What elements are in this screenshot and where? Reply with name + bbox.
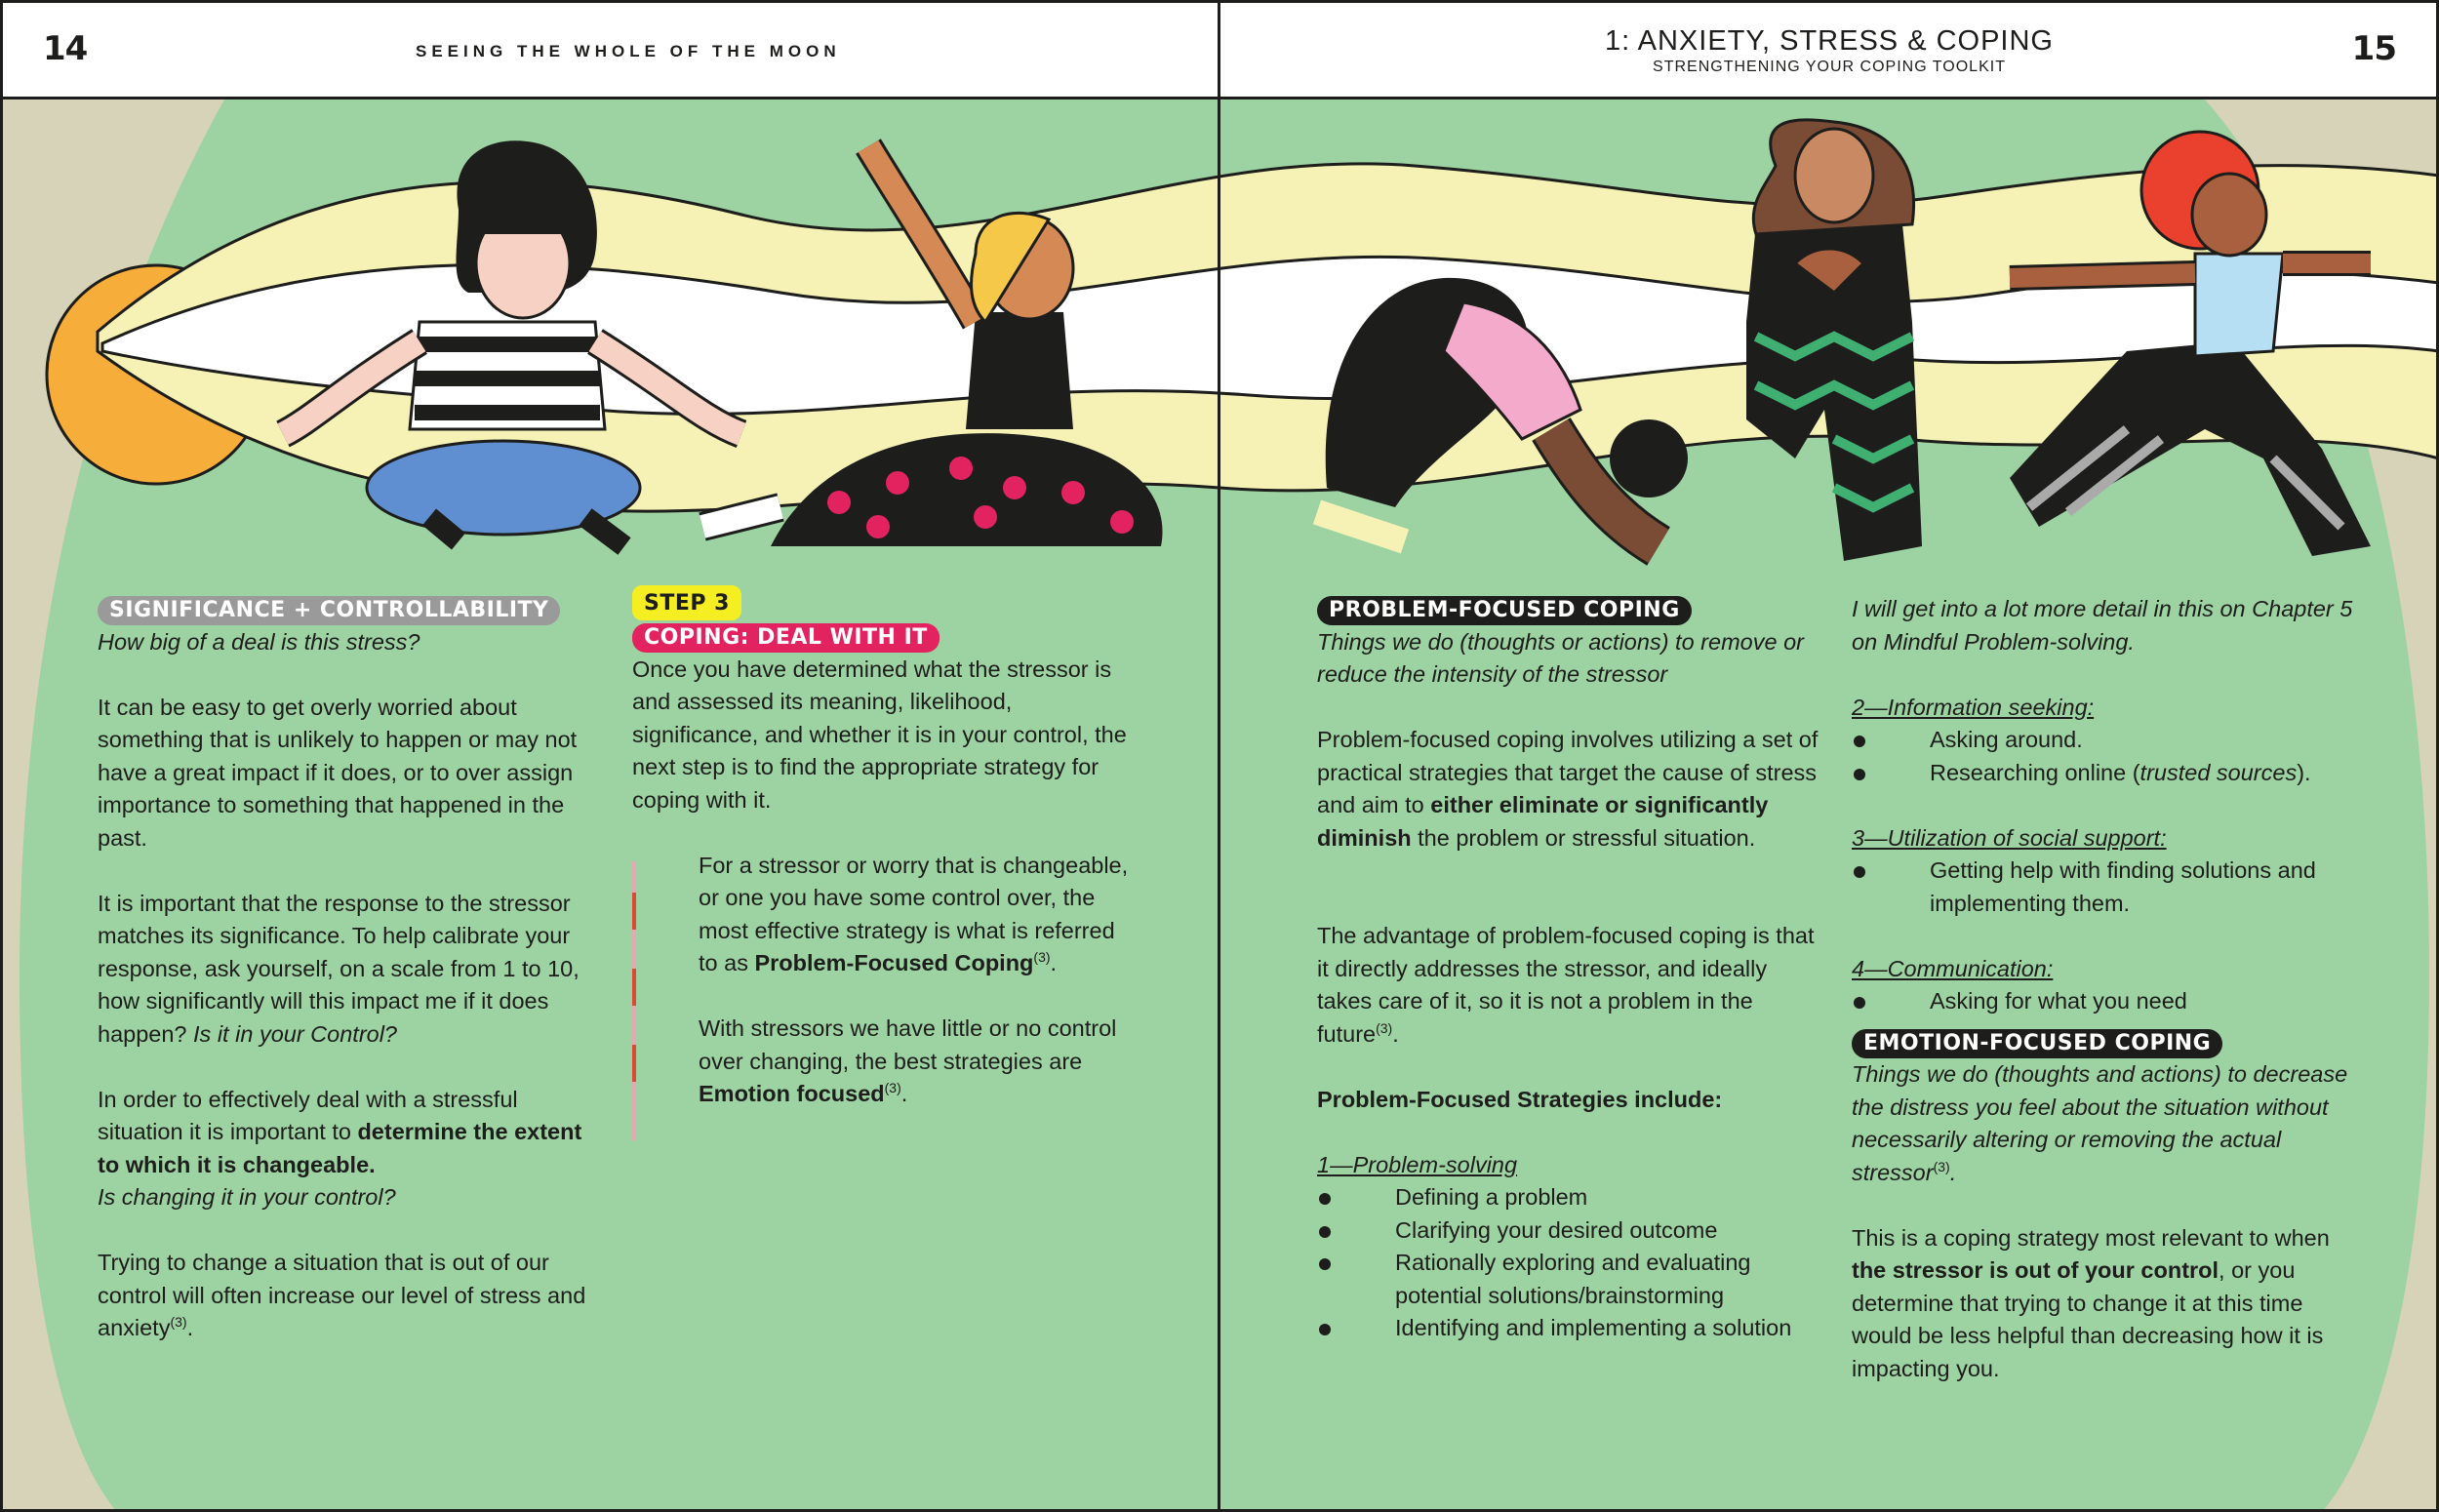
significance-paragraph-3: In order to effectively deal with a stressful situation it is important to determine the extent to which it is changeable. Is changing it in your control?: [98, 1086, 582, 1210]
emotion-focused-definition: Things we do (thoughts and actions) to decrease the distress you feel about the situation without necessarily altering or removing the actual stressor$^{(3)}$.: [1852, 1061, 2348, 1185]
list-3: [1852, 855, 2359, 920]
step-sub-paragraph-1: For a stressor or worry that is changeable, or one you have some control over, the most effective strategy is what is referred to as Problem-Focused Coping$^{(3)}$.: [699, 852, 1129, 975]
book-gutter: [1218, 0, 1220, 1512]
sub-block-rule: [632, 861, 636, 1140]
significance-paragraph-1: It can be easy to get overly worried about something that is unlikely to happen or may not have a great impact if it does, or to over assign importance to something that happened in the past.: [98, 694, 578, 851]
chapter-title: 1: ANXIETY, STRESS & COPING: [1605, 25, 2054, 57]
list-item: Asking for what you need: [1852, 985, 2359, 1018]
list-1-heading: 1—Problem-solving: [1317, 1151, 1518, 1177]
column-significance: [98, 593, 595, 1377]
list-item: Asking around.: [1852, 724, 2359, 757]
list-item: Defining a problem: [1317, 1181, 1824, 1214]
step-intro: Once you have determined what the stressor is and assessed its meaning, likelihood, significance, and whether it is in your control, the next step is to find the appropriate strategy for coping with it.: [632, 656, 1127, 813]
significance-paragraph-2: It is important that the response to the stressor matches its significance. To help calibrate your response, ask yourself, on a scale from 1 to 10, how significantly will this impact me if it does happen? Is it in your Control?: [98, 890, 580, 1047]
list-item: Identifying and implementing a solution: [1317, 1312, 1824, 1345]
significance-question: How big of a deal is this stress?: [98, 628, 420, 655]
list-4-heading: 4—Communication:: [1852, 955, 2054, 981]
step-sub-paragraph-2: With stressors we have little or no control over changing, the best strategies are Emotion focused$^{(3)}$.: [699, 1015, 1117, 1106]
problem-focused-paragraph-2: The advantage of problem-focused coping is that it directly addresses the stressor, and ideally takes care of it, so it is not a problem in the future$^{(3)}$.: [1317, 923, 1815, 1047]
page-number-left: 14: [43, 29, 88, 68]
column-emotion-focused: [1852, 593, 2359, 1418]
problem-focused-paragraph-1: Problem-focused coping involves utilizing a set of practical strategies that target the cause of stress and aim to either eliminate or significantly diminish the problem or stressful situation.: [1317, 727, 1819, 851]
list-item: Researching online (trusted sources).: [1852, 757, 2359, 790]
column-step3: [632, 585, 1130, 1143]
strategies-heading: Problem-Focused Strategies include:: [1317, 1086, 1723, 1112]
emotion-focused-tag: EMOTION-FOCUSED COPING: [1852, 1029, 2222, 1058]
significance-paragraph-4: Trying to change a situation that is out of our control will often increase our level of stress and anxiety$^{(3)}$.: [98, 1250, 586, 1340]
running-title-left: SEEING THE WHOLE OF THE MOON: [416, 42, 841, 60]
list-item: Clarifying your desired outcome: [1317, 1214, 1824, 1248]
chapter-subtitle: STRENGTHENING YOUR COPING TOOLKIT: [1653, 59, 2006, 75]
list-item: Getting help with finding solutions and implementing them.: [1852, 855, 2359, 920]
step-tag: STEP 3: [632, 585, 741, 620]
list-item: Rationally exploring and evaluating potential solutions/brainstorming: [1317, 1247, 1824, 1312]
list-1: [1317, 1181, 1824, 1345]
list-3-heading: 3—Utilization of social support:: [1852, 824, 2167, 851]
emotion-focused-paragraph: This is a coping strategy most relevant to when the stressor is out of your control, or you determine that trying to change it at this time would be less helpful than decreasing how it is impacting you.: [1852, 1224, 2330, 1381]
chapter-note: I will get into a lot more detail in this on Chapter 5 on Mindful Problem-solving.: [1852, 596, 2353, 655]
running-title-right: [1522, 25, 2137, 76]
list-2: [1852, 724, 2359, 789]
problem-focused-definition: Things we do (thoughts or actions) to remove or reduce the intensity of the stressor: [1317, 628, 1804, 687]
page-number-right: 15: [2351, 29, 2396, 68]
step-sub-block: [632, 850, 1130, 1111]
column-problem-focused: [1317, 593, 1824, 1377]
problem-focused-tag: PROBLEM-FOCUSED COPING: [1317, 596, 1692, 625]
significance-tag: SIGNIFICANCE + CONTROLLABILITY: [98, 596, 560, 625]
list-4: [1852, 985, 2359, 1018]
step-title-tag: COPING: DEAL WITH IT: [632, 623, 940, 653]
list-2-heading: 2—Information seeking:: [1852, 694, 2095, 720]
